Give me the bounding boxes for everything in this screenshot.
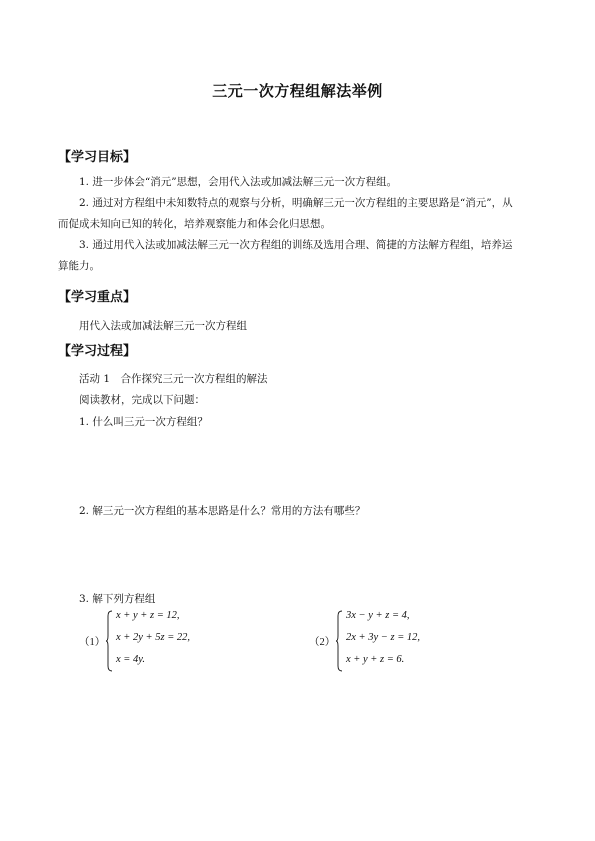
goals-heading: 【学习目标】	[58, 150, 137, 165]
question-1: 1. 什么叫三元一次方程组？	[79, 416, 208, 428]
left-brace-icon	[106, 610, 113, 672]
goal-item-2: 2. 通过对方程组中未知数特点的观察与分析，明确解三元一次方程组的主要思路是“消元”，从而促成未知向已知的转化，培养观察能力和体会化归思想。	[58, 197, 513, 230]
system-2-equation-3: x + y + z = 6.	[346, 654, 405, 665]
system-1-label: （1）	[79, 637, 106, 648]
system-1-equation-3: x = 4y.	[116, 654, 145, 665]
question-2: 2. 解三元一次方程组的基本思路是什么？常用的方法有哪些？	[79, 505, 366, 517]
activity-title: 活动 1 合作探究三元一次方程组的解法	[79, 373, 268, 385]
goal-item-3: 3. 通过用代入法或加减法解三元一次方程组的训练及选用合理、简捷的方法解方程组，培养运算能力。	[58, 239, 513, 272]
left-brace-icon	[336, 610, 343, 672]
system-1-equation-1: x + y + z = 12,	[116, 610, 180, 621]
goal-item-1: 1. 进一步体会“消元”思想，会用代入法或加减法解三元一次方程组。	[79, 176, 398, 188]
process-heading: 【学习过程】	[58, 344, 137, 359]
system-1-equation-2: x + 2y + 5z = 22,	[116, 632, 191, 643]
system-2-label: （2）	[309, 637, 336, 648]
question-3: 3. 解下列方程组	[79, 593, 156, 605]
system-2-equation-2: 2x + 3y − z = 12,	[346, 632, 421, 643]
reading-instruction: 阅读教材，完成以下问题：	[79, 394, 205, 406]
page-title: 三元一次方程组解法举例	[212, 82, 383, 100]
key-points-heading: 【学习重点】	[58, 290, 137, 305]
key-points-text: 用代入法或加减法解三元一次方程组	[79, 320, 247, 332]
system-2-equation-1: 3x − y + z = 4,	[346, 610, 410, 621]
